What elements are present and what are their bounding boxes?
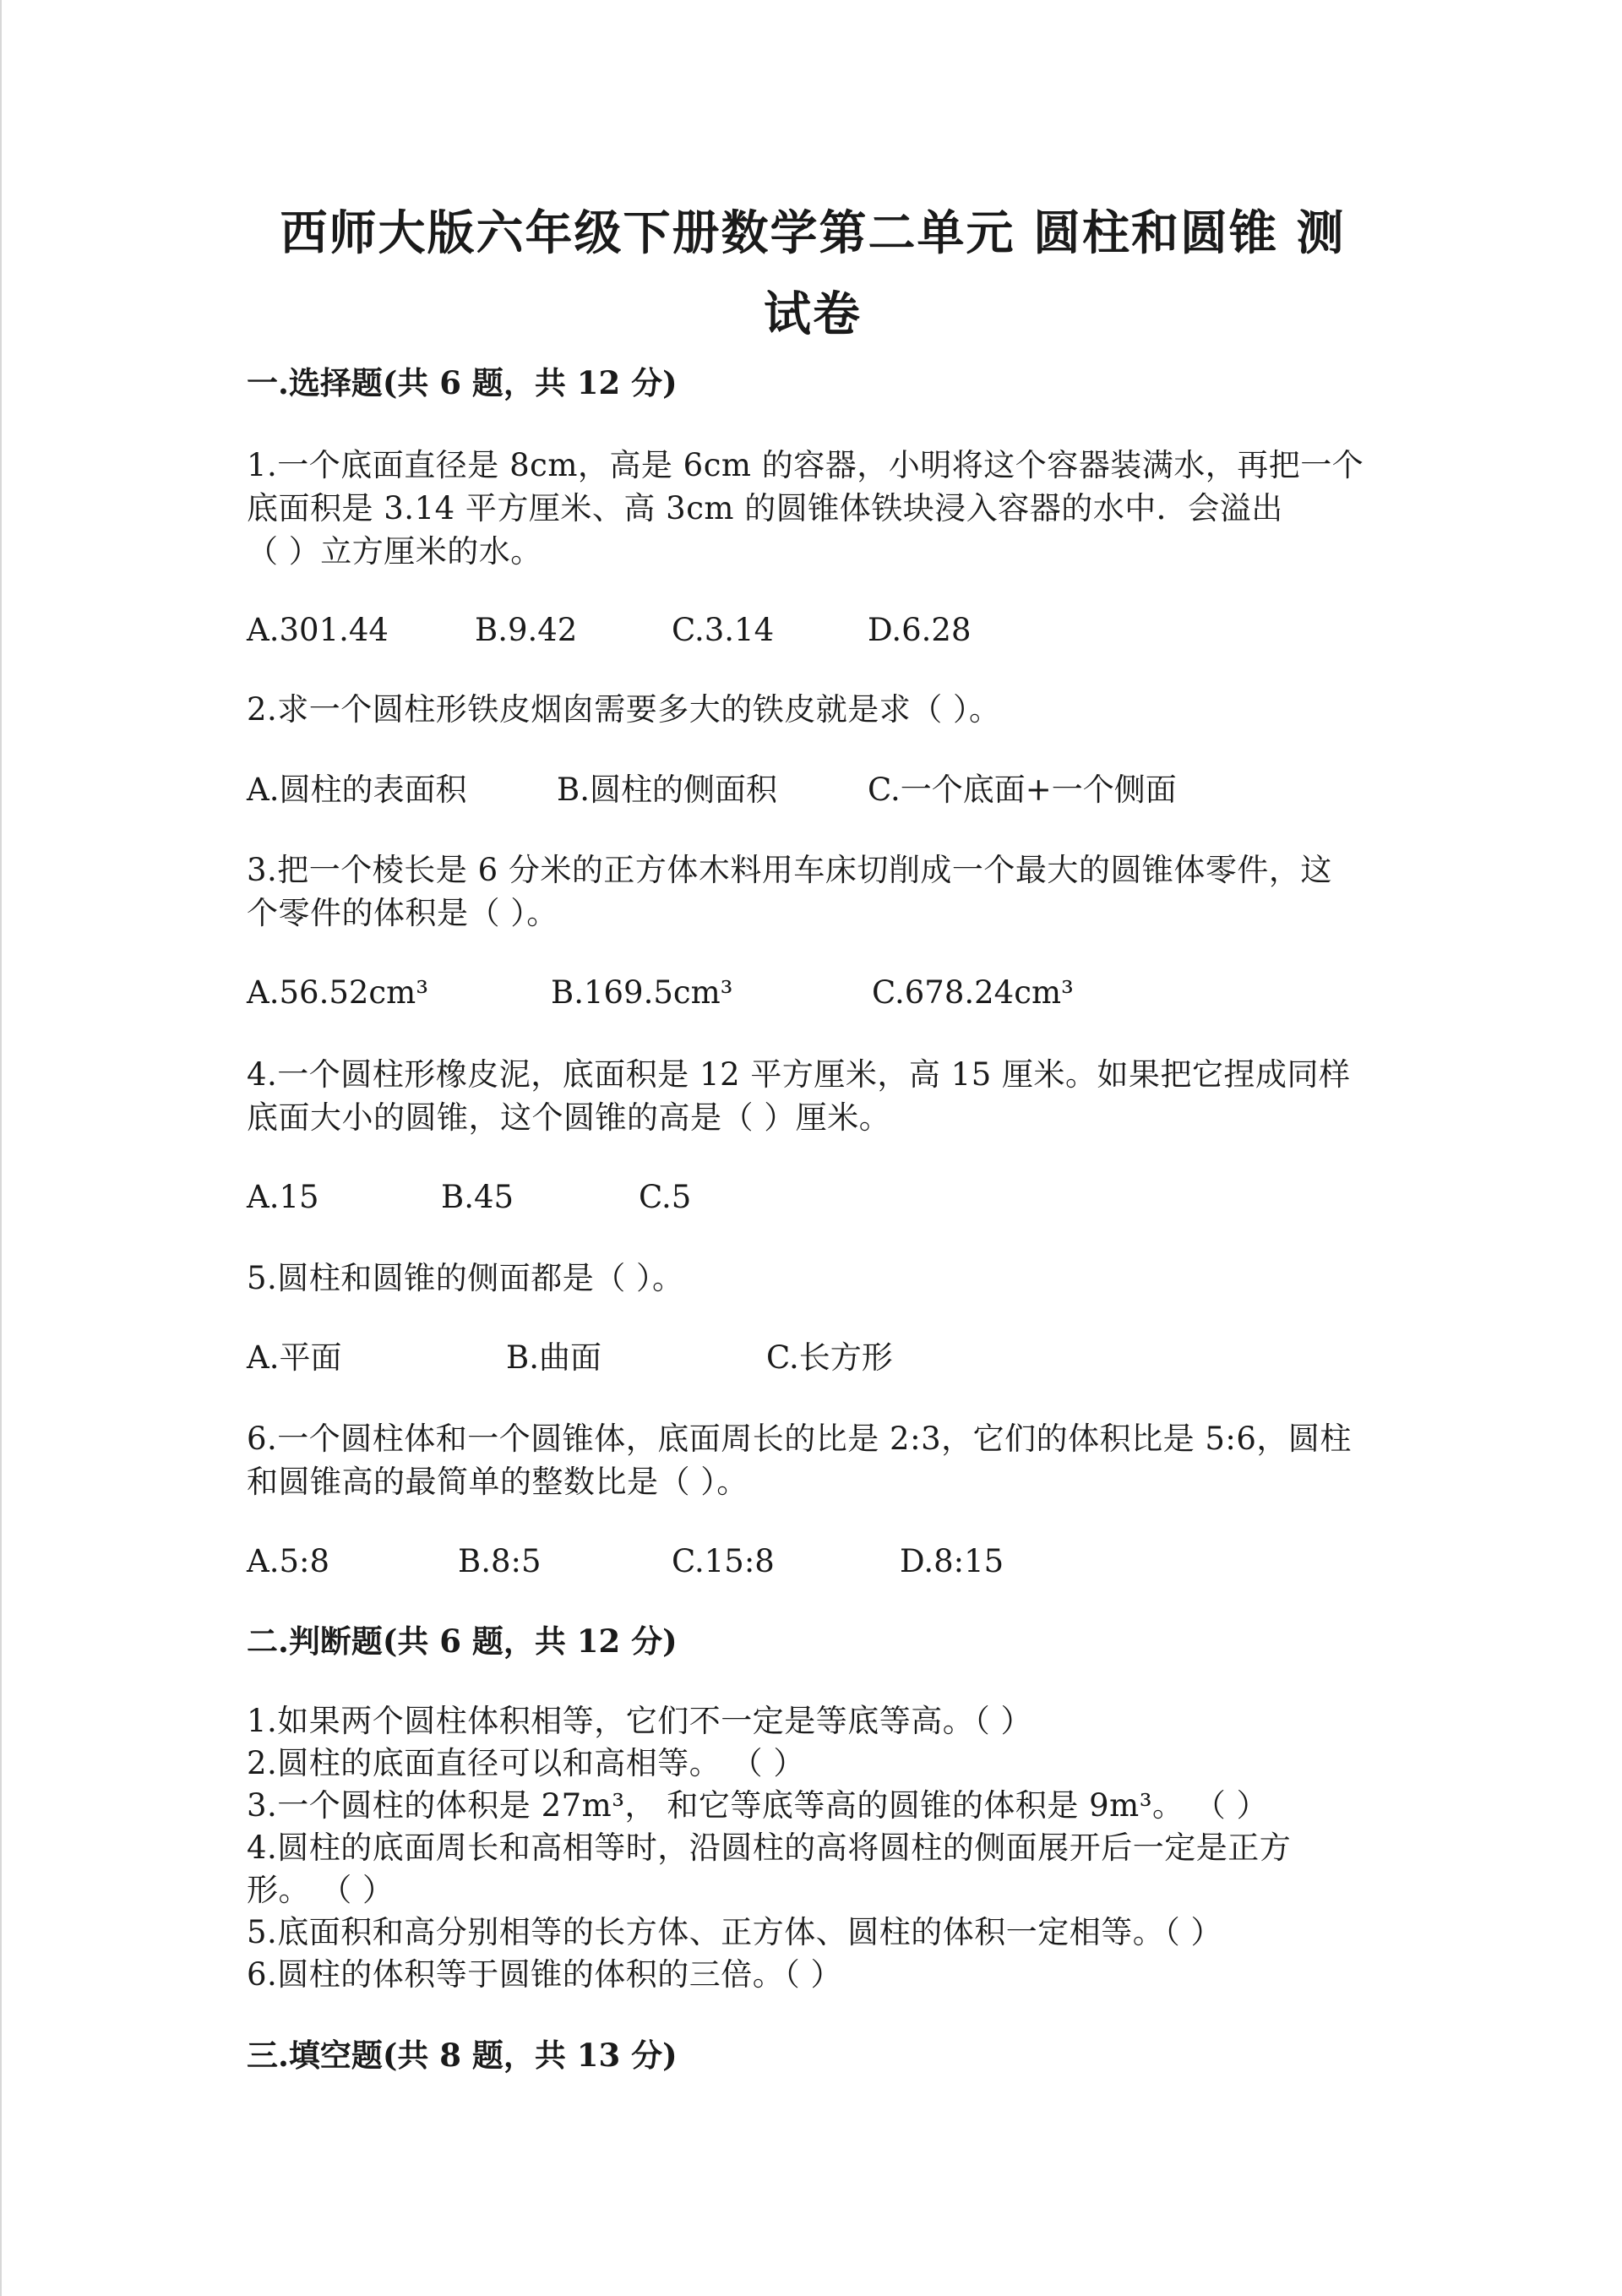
judge-item-3: 3.一个圆柱的体积是 27m³， 和它等底等高的圆锥的体积是 9m³。 （ ） (247, 1787, 1269, 1824)
question-1 (247, 444, 1379, 573)
judge-item-2: 2.圆柱的底面直径可以和高相等。 （ ） (247, 1745, 805, 1781)
question-3 (247, 848, 1379, 935)
question-3-line-1: 3.把一个棱长是 6 分米的正方体木料用车床切削成一个最大的圆锥体零件，这 (247, 852, 1332, 888)
question-3-option-b[interactable]: B.169.5cm³ (551, 974, 733, 1011)
question-2 (247, 688, 1379, 731)
question-4-option-c[interactable]: C.5 (639, 1179, 692, 1215)
question-4-option-b[interactable]: B.45 (441, 1179, 514, 1215)
question-6-option-d[interactable]: D.8:15 (900, 1543, 1004, 1579)
question-4-option-a[interactable]: A.15 (247, 1179, 319, 1215)
question-4-line-2: 底面大小的圆锥，这个圆锥的高是（ ）厘米。 (247, 1099, 891, 1136)
question-3-line-2: 个零件的体积是（ ）。 (247, 895, 558, 931)
question-5-option-c[interactable]: C.长方形 (766, 1339, 893, 1376)
question-1-option-b[interactable]: B.9.42 (475, 612, 578, 648)
question-2-option-c[interactable]: C.一个底面+一个侧面 (868, 772, 1177, 808)
question-4 (247, 1053, 1379, 1139)
section-heading-fill: 三.填空题(共 8 题，共 13 分) (247, 2037, 678, 2074)
question-6-line-1: 6.一个圆柱体和一个圆锥体，底面周长的比是 2:3，它们的体积比是 5:6，圆柱 (247, 1421, 1352, 1457)
question-6-option-c[interactable]: C.15:8 (672, 1543, 775, 1579)
question-6 (247, 1417, 1379, 1503)
question-1-line-1: 1.一个底面直径是 8cm，高是 6cm 的容器，小明将这个容器装满水，再把一个 (247, 447, 1364, 483)
question-5 (247, 1257, 1379, 1300)
question-6-option-b[interactable]: B.8:5 (458, 1543, 542, 1579)
title-line-2: 试卷 (764, 286, 862, 342)
judge-list (247, 1700, 1379, 1996)
question-3-option-a[interactable]: A.56.52cm³ (247, 974, 429, 1011)
question-2-option-b[interactable]: B.圆柱的侧面积 (557, 772, 777, 808)
judge-item-6: 6.圆柱的体积等于圆锥的体积的三倍。（ ） (247, 1956, 843, 1993)
question-2-line-1: 2.求一个圆柱形铁皮烟囱需要多大的铁皮就是求（ ）。 (247, 691, 1001, 728)
question-2-option-a[interactable]: A.圆柱的表面积 (247, 772, 467, 808)
judge-item-4-line-1: 4.圆柱的底面周长和高相等时，沿圆柱的高将圆柱的侧面展开后一定是正方 (247, 1830, 1292, 1866)
question-1-line-3: （ ）立方厘米的水。 (247, 533, 542, 570)
judge-item-5: 5.底面积和高分别相等的长方体、正方体、圆柱的体积一定相等。（ ） (247, 1914, 1223, 1950)
question-5-option-b[interactable]: B.曲面 (506, 1339, 601, 1376)
question-5-option-a[interactable]: A.平面 (247, 1339, 342, 1376)
question-4-line-1: 4.一个圆柱形橡皮泥，底面积是 12 平方厘米，高 15 厘米。如果把它捏成同样 (247, 1056, 1351, 1093)
question-3-option-c[interactable]: C.678.24cm³ (872, 974, 1074, 1011)
judge-item-1: 1.如果两个圆柱体积相等，它们不一定是等底等高。（ ） (247, 1703, 1033, 1739)
question-1-option-d[interactable]: D.6.28 (868, 612, 972, 648)
title-line-1: 西师大版六年级下册数学第二单元 圆柱和圆锥 测 (280, 205, 1346, 261)
question-1-line-2: 底面积是 3.14 平方厘米、高 3cm 的圆锥体铁块浸入容器的水中．会溢出 (247, 490, 1283, 526)
question-5-line-1: 5.圆柱和圆锥的侧面都是（ ）。 (247, 1260, 684, 1296)
question-1-option-c[interactable]: C.3.14 (672, 612, 775, 648)
page-title (255, 193, 1370, 355)
question-1-option-a[interactable]: A.301.44 (247, 612, 389, 648)
question-6-option-a[interactable]: A.5:8 (247, 1543, 330, 1579)
judge-item-4-line-2: 形。 （ ） (247, 1872, 395, 1908)
section-heading-judge: 二.判断题(共 6 题，共 12 分) (247, 1622, 678, 1660)
question-6-line-2: 和圆锥高的最简单的整数比是（ ）。 (247, 1464, 748, 1500)
section-heading-choice: 一.选择题(共 6 题，共 12 分) (247, 364, 678, 401)
